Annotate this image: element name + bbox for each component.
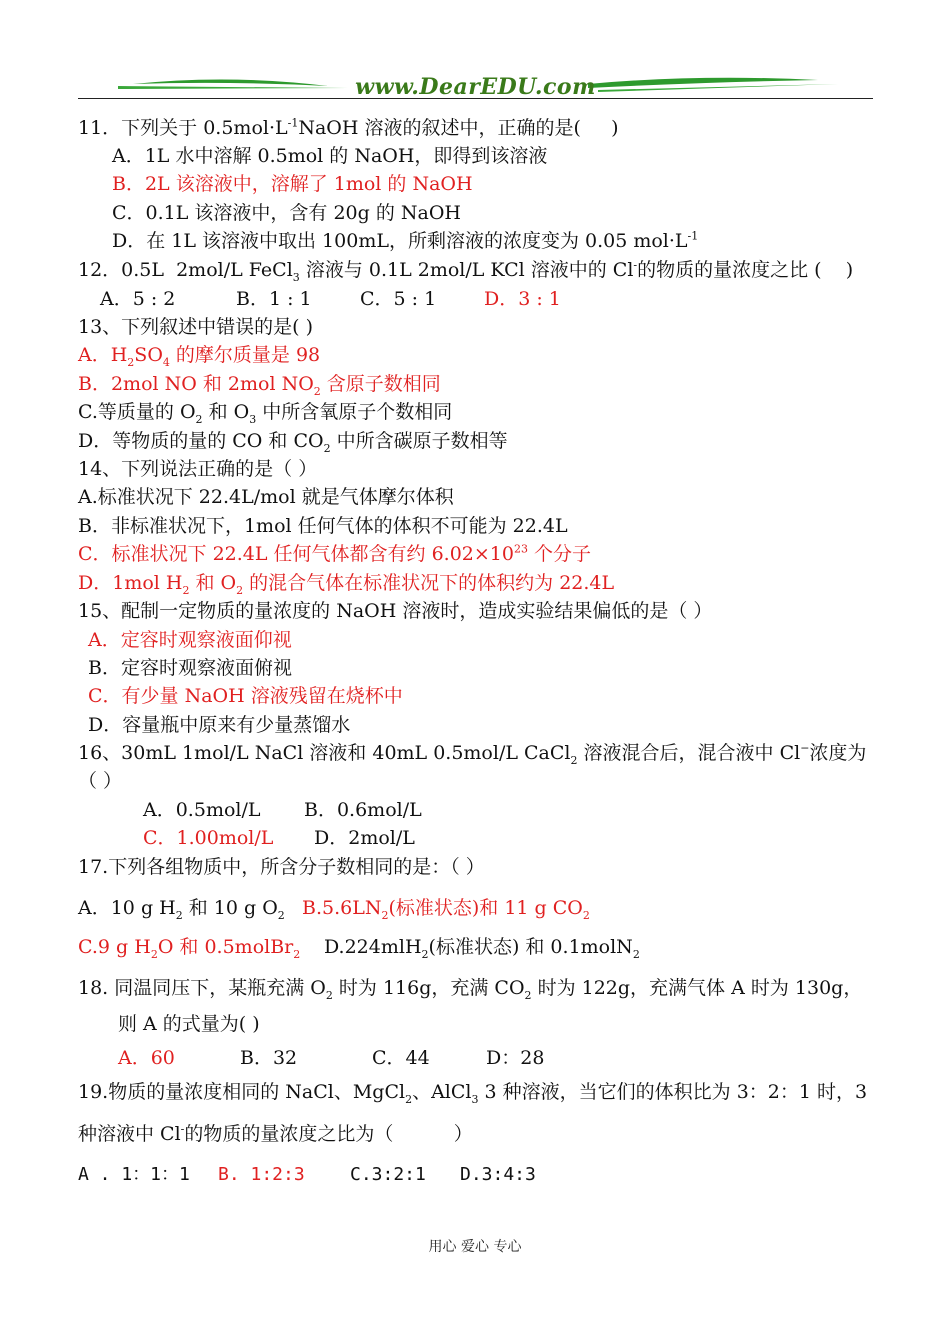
site-logo: www.DearEDU.com [355,74,596,100]
question-11-option-b: B．2L 该溶液中，溶解了 1mol 的 NaOH [112,173,473,195]
question-13-stem: 13、下列叙述中错误的是( ) [78,316,314,338]
question-14-option-a: A.标准状况下 22.4L/mol 就是气体摩尔体积 [78,486,454,508]
question-18-option-a: A．60 [118,1047,175,1069]
question-14-stem: 14、下列说法正确的是（ ） [78,458,318,480]
question-16-option-c: C．1.00mol/L [143,827,274,849]
question-19-stem: 19.物质的量浓度相同的 NaCl、MgCl$_2$、AlCl$_3$ 3 种溶液，当它们的体积比为 3：2：1 时，3 [78,1081,868,1106]
question-16-option-a: A．0.5mol/L [143,799,261,821]
question-17-option-a: A．10 g $H_2$ 和 10 g $O_2$ [78,897,285,922]
header-rule [78,98,873,99]
question-13-option-b: B．2mol NO 和 2mol $NO_2$ 含原子数相同 [78,373,441,398]
question-19-stem-continued: 种溶液中 Cl-的物质的量浓度之比为（ ） [78,1122,473,1145]
question-14-option-b: B．非标准状况下，1mol 任何气体的体积不可能为 22.4L [78,515,568,537]
question-11-option-d: D．在 1L 该溶液中取出 100mL，所剩溶液的浓度变为 0.05 $mol\cdot L^{-1}$ [112,229,699,252]
question-13-option-d: D．等物质的量的 CO 和 $CO_2$ 中所含碳原子数相等 [78,430,508,455]
question-14-option-c: C．标准状况下 22.4L 任何气体都含有约 $6.02\times 10^{23}$ 个分子 [78,542,592,565]
question-19-option-d: D.3:4:3 [460,1164,536,1185]
question-17-option-d: D.224mlH$_2$(标准状态) 和 0.1molN$_2$ [324,936,640,961]
question-12-option-c: C．5 : 1 [360,288,437,310]
question-12-option-d: D．3 : 1 [484,288,561,310]
question-11-option-a: A．1L 水中溶解 0.5mol 的 NaOH，即得到该溶液 [112,145,548,167]
question-19-option-c: C.3:2:1 [350,1164,426,1185]
question-15-option-d: D．容量瓶中原来有少量蒸馏水 [88,714,351,736]
page-footer: 用心 爱心 专心 [428,1239,522,1255]
question-17-option-b: $B.5.6LN_2$(标准状态)和 11 g $CO_2$ [302,897,590,922]
question-16-stem-continued: （ ） [78,770,123,792]
question-19-option-a: A . 1：1：1 [78,1164,190,1185]
question-15-option-b: B．定容时观察液面俯视 [88,657,292,679]
question-15-stem: 15、配制一定物质的量浓度的 NaOH 溶液时，造成实验结果偏低的是（ ） [78,600,713,622]
question-13-option-a: A．$H_2SO_4$ 的摩尔质量是 98 [78,344,321,369]
question-11-stem: 11．下列关于 $0.5mol\cdot L^{-1}NaOH$ 溶液的叙述中，正确的是( ) [78,116,619,139]
question-16-stem: 16、30mL 1mol/L NaCl 溶液和 40mL 0.5mol/L CaCl$_2$ 溶液混合后，混合液中 Cl−浓度为 [78,741,867,767]
question-11-option-c: C．0.1L 该溶液中，含有 20g 的 NaOH [112,202,461,224]
question-19-option-b: B. 1:2:3 [218,1164,305,1185]
question-18-stem: 18. 同温同压下，某瓶充满 $O_2$ 时为 116g，充满 $CO_2$ 时为 122g，充满气体 A 时为 130g， [78,977,863,1002]
question-13-option-c: C.等质量的 $O_2$ 和 $O_3$ 中所含氧原子个数相同 [78,401,453,426]
question-12-option-b: B．1 : 1 [236,288,312,310]
question-17-option-c: C.9 g $H_2O$ 和 0.5molBr$_2$ [78,936,301,961]
question-18-stem-continued: 则 A 的式量为( ) [118,1013,260,1035]
question-14-option-d: D．1mol $H_2$ 和 $O_2$ 的混合气体在标准状况下的体积约为 22.4L [78,572,615,597]
question-16-option-b: B．0.6mol/L [304,799,422,821]
question-18-option-c: C．44 [372,1047,430,1069]
question-12-option-a: A．5 : 2 [100,288,176,310]
question-16-option-d: D．2mol/L [314,827,415,849]
question-15-option-a: A．定容时观察液面仰视 [88,629,292,651]
question-15-option-c: C．有少量 NaOH 溶液残留在烧杯中 [88,685,403,707]
question-12-stem: 12．0.5L 2mol/L FeCl$_3$ 溶液与 0.1L 2mol/L KCl 溶液中的 Cl-的物质的量浓度之比 ( ) [78,258,854,284]
question-18-option-d: D：28 [486,1047,545,1069]
question-18-option-b: B．32 [240,1047,298,1069]
question-17-stem: 17.下列各组物质中，所含分子数相同的是：（ ） [78,856,485,878]
